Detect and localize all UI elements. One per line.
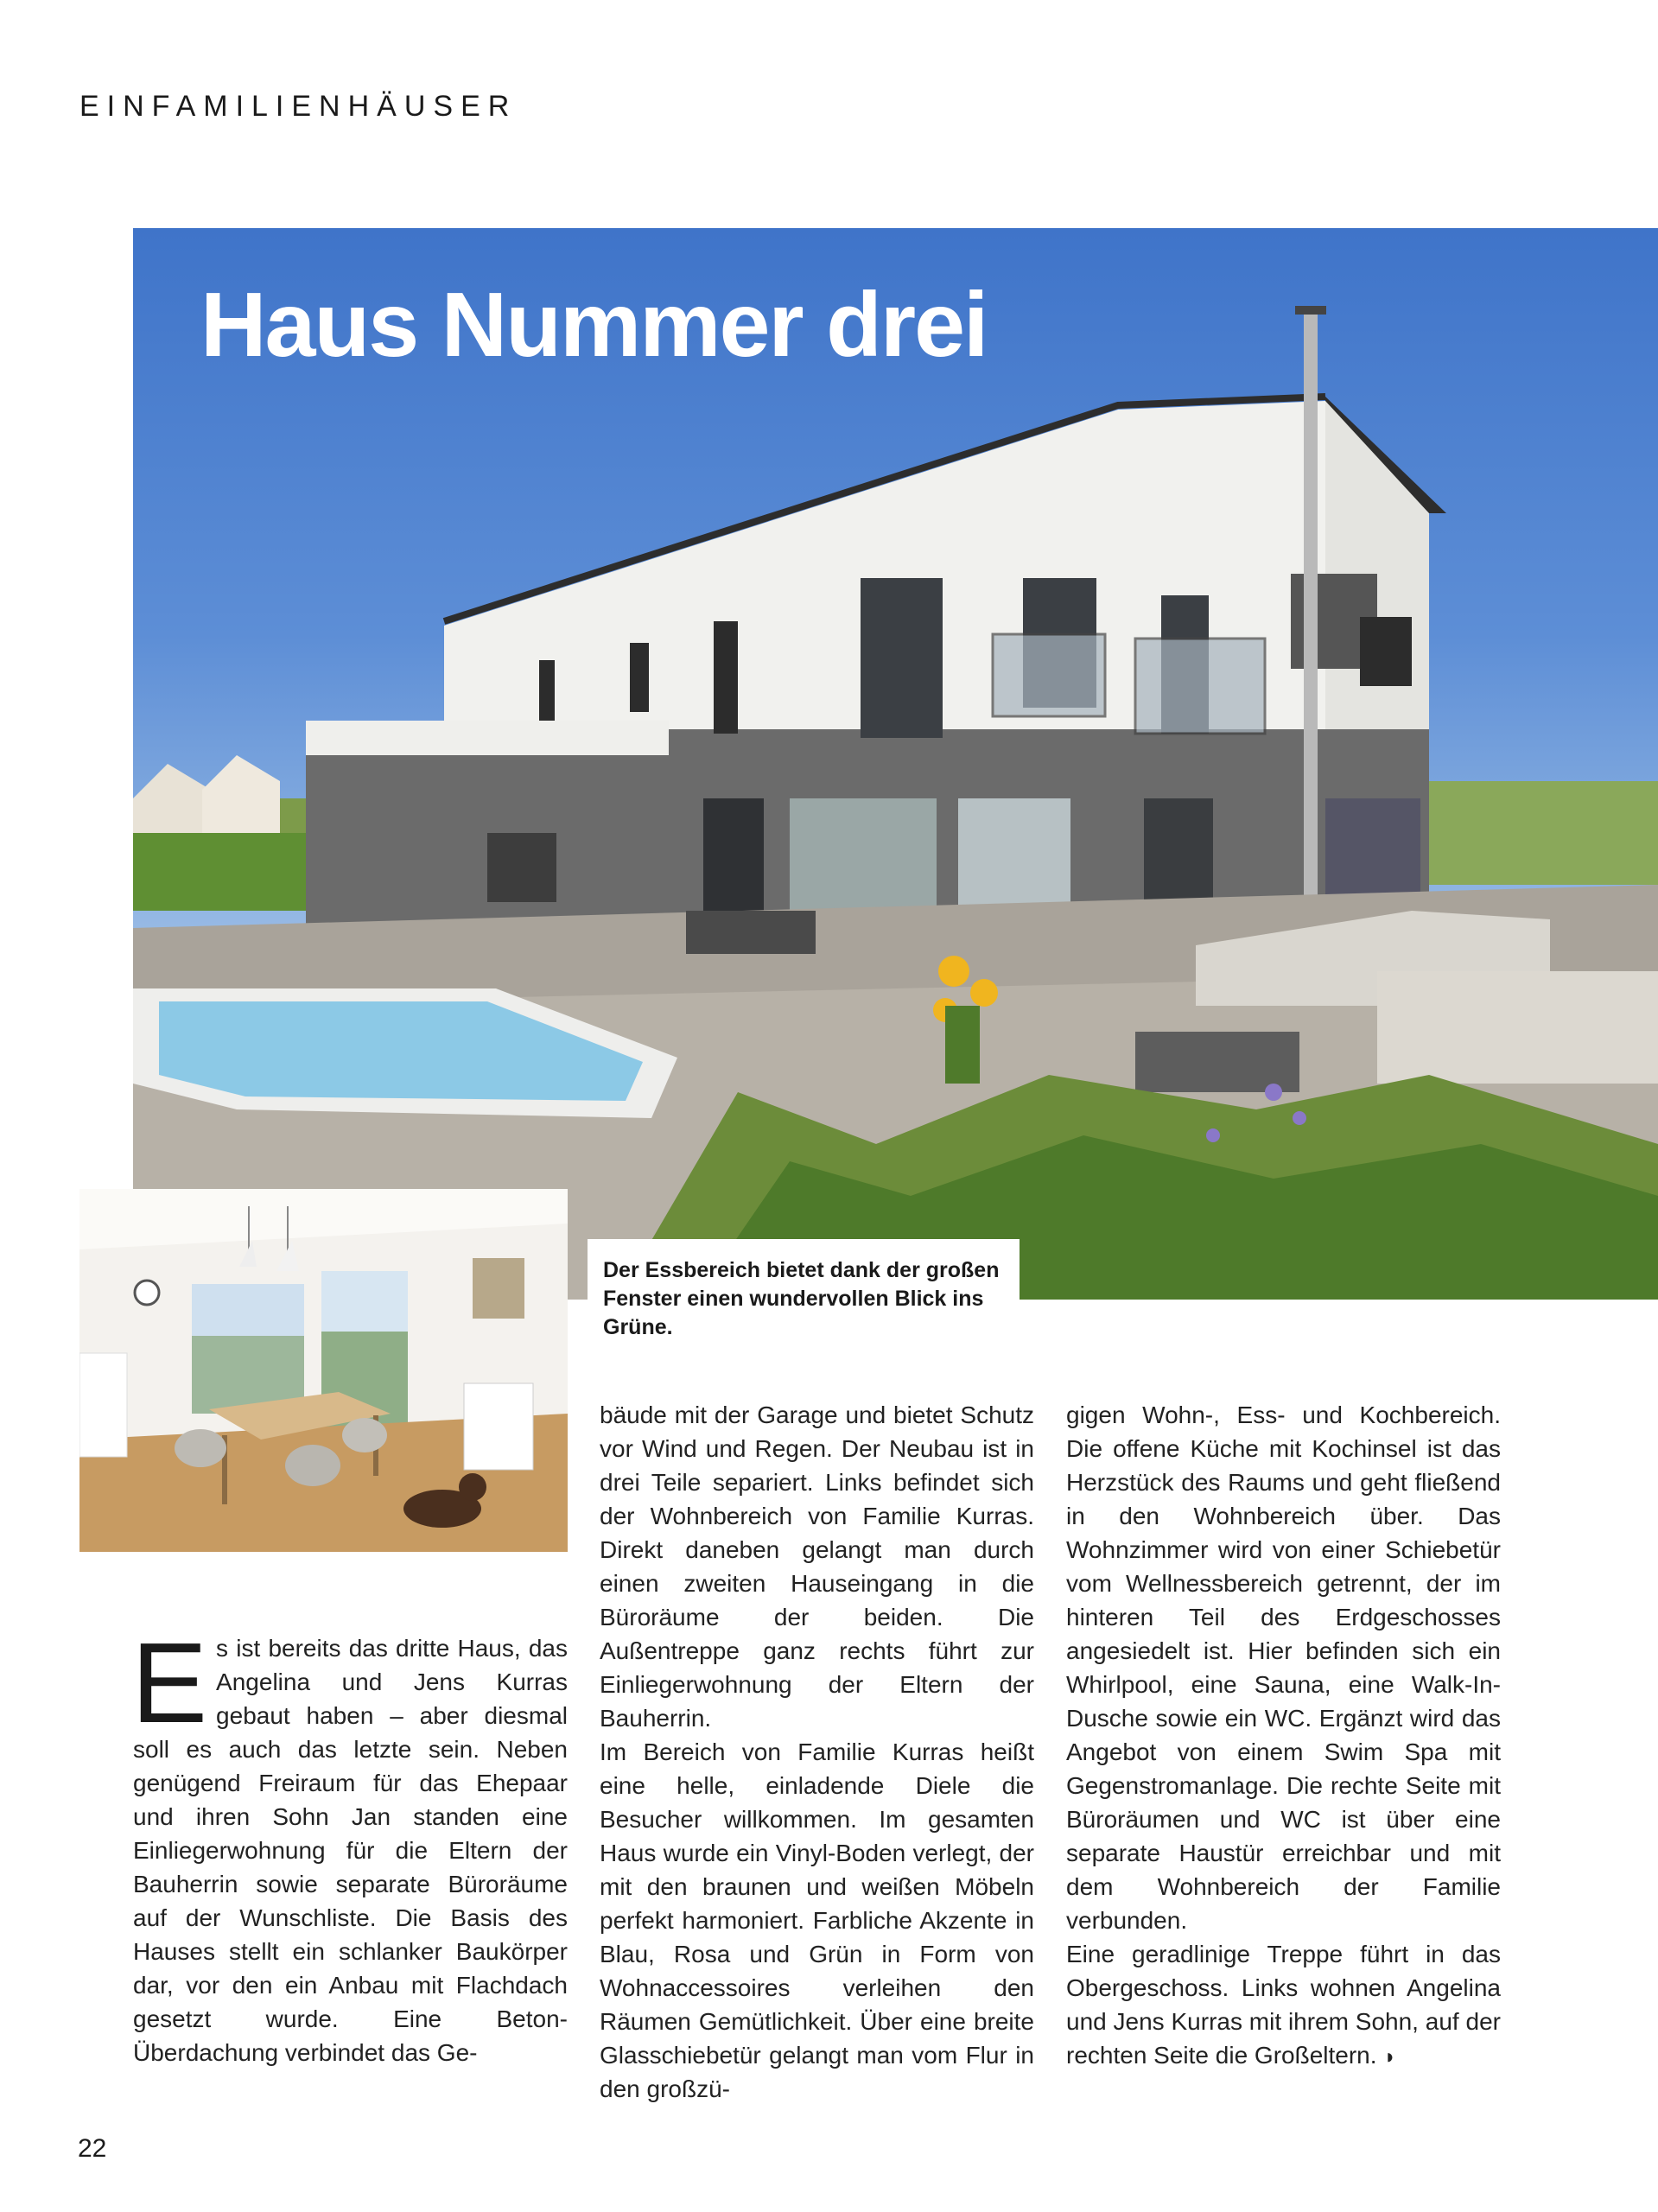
column-3-paragraph-2-text: Eine geradlinige Treppe führt in das Obergeschoss. Links wohnen Angelina und Jens Kurras mit ihrem Sohn, auf der rechten Seite die Großeltern. — [1066, 1941, 1501, 2069]
hero-photo — [133, 228, 1658, 1300]
article-column-3 — [1066, 1398, 1501, 2074]
house-illustration — [133, 228, 1658, 1300]
column-2-paragraph-1: bäude mit der Garage und bietet Schutz vor Wind und Regen. Der Neubau ist in drei Teile separiert. Links befindet sich der Wohnbereich von Familie Kurras. Direkt daneben gelangt man durch einen zweiten Hauseingang in die Büroräume der beiden. Die Außentreppe ganz rechts führt zur Einliegerwohnung der Eltern der Bauherrin. — [600, 1402, 1034, 1732]
article-column-2 — [600, 1398, 1034, 2106]
photo-caption: Der Essbereich bietet dank der großen Fenster einen wundervollen Blick ins Grüne. — [588, 1239, 1020, 1343]
column-3-paragraph-2 — [1066, 1937, 1501, 2074]
end-of-article-icon: ◗ — [1383, 2045, 1397, 2069]
column-1-text: s ist bereits das dritte Haus, das Angelina und Jens Kurras gebaut haben – aber diesmal soll es auch das letzte sein. Neben genügend Freiraum für das Ehepaar und ihren Sohn Jan standen eine Einliegerwohnung für die Eltern der Bauherrin sowie separate Büroräume auf der Wunschliste. Die Basis des Hauses stellt ein schlanker Baukörper dar, vor den ein Anbau mit Flachdach gesetzt wurde. Eine Beton-Überdachung verbindet das Ge- — [133, 1635, 568, 2066]
inset-photo-dining — [79, 1189, 568, 1552]
dining-room-illustration — [79, 1189, 568, 1552]
column-3-paragraph-1: gigen Wohn-, Ess- und Kochbereich. Die offene Küche mit Kochinsel ist das Herzstück des Raums und geht fließend in den Wohnbereich über. Das Wohnzimmer wird von einer Schiebetür vom Wellnessbereich getrennt, der im hinteren Teil des Erdgeschosses angesiedelt ist. Hier befinden sich ein Whirlpool, eine Sauna, eine Walk-In-Dusche sowie ein WC. Ergänzt wird das Angebot von einem Swim Spa mit Gegenstromanlage. Die rechte Seite mit Büroräumen und WC ist über eine separate Haustür erreichbar und mit dem Wohnbereich der Familie verbunden. — [1066, 1402, 1501, 1934]
column-2-paragraph-2: Im Bereich von Familie Kurras heißt eine helle, einladende Diele die Besucher willkommen. Im gesamten Haus wurde ein Vinyl-Boden verlegt, der mit den braunen und weißen Möbeln perfekt harmoniert. Farbliche Akzente in Blau, Rosa und Grün in Form von Wohnaccessoires verleihen den Räumen Gemütlichkeit. Über eine breite Glasschiebetür gelangt man vom Flur in den großzü- — [600, 1738, 1034, 2102]
article-column-1 — [131, 1619, 568, 2069]
article-title: Haus Nummer drei — [200, 274, 988, 376]
drop-cap: E — [131, 1619, 208, 1746]
section-label: EINFAMILIENHÄUSER — [79, 90, 518, 123]
page-number: 22 — [78, 2134, 107, 2163]
